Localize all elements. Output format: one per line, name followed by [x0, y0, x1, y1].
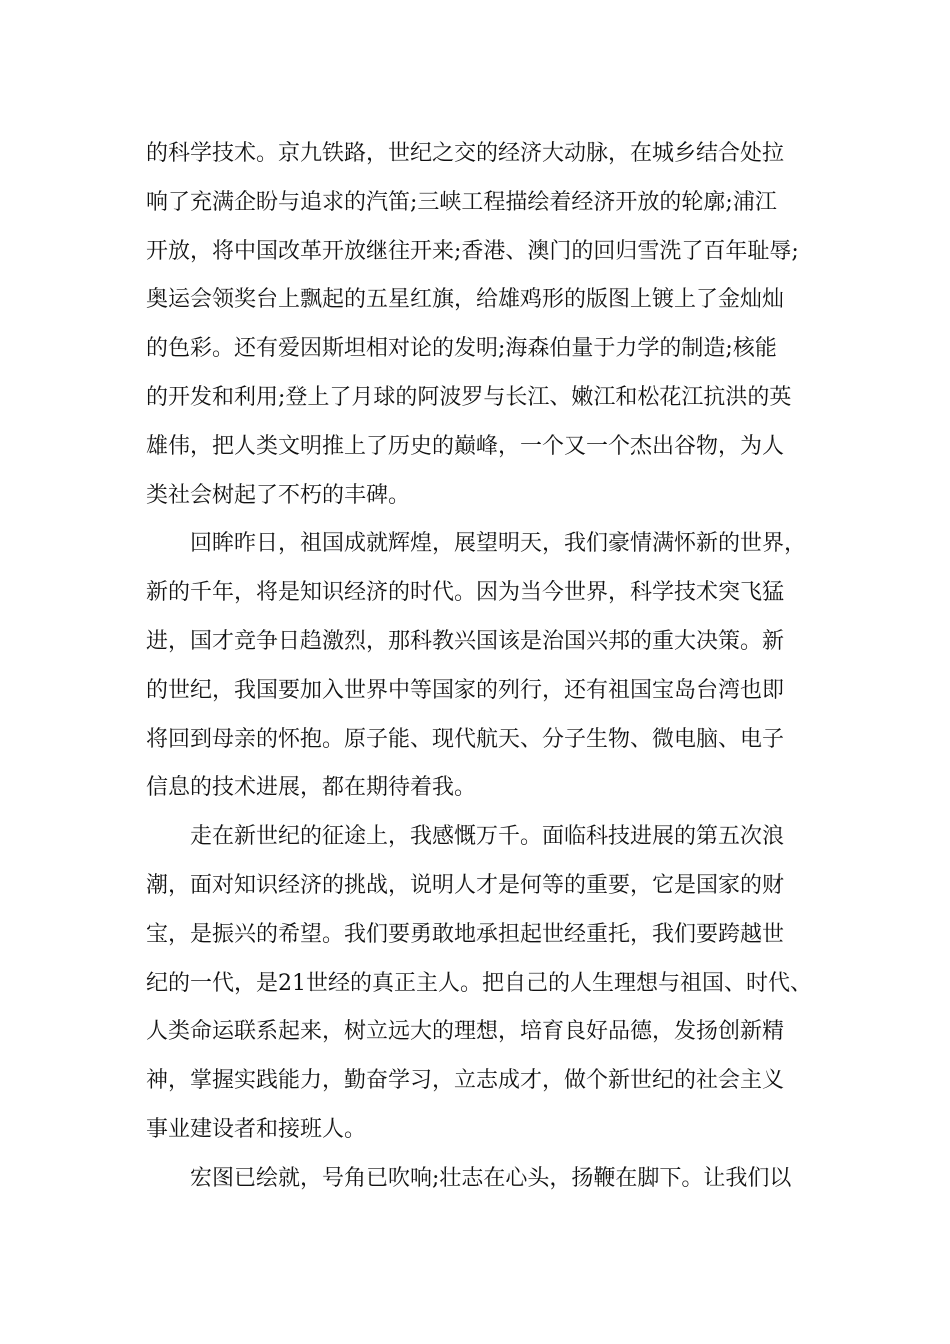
text-line: 新的千年，将是知识经济的时代。因为当今世界，科学技术突飞猛 [146, 580, 785, 606]
text-line: 的世纪，我国要加入世界中等国家的列行，还有祖国宝岛台湾也即 [146, 677, 785, 703]
text-line: 走在新世纪的征途上，我感慨万千。面临科技进展的第五次浪 [146, 824, 785, 850]
text-line: 潮，面对知识经济的挑战，说明人才是何等的重要，它是国家的财 [146, 872, 785, 898]
text-line: 回眸昨日，祖国成就辉煌，展望明天，我们豪情满怀新的世界， [146, 531, 807, 557]
text-line: 人类命运联系起来，树立远大的理想，培育良好品德，发扬创新精 [146, 1019, 785, 1045]
text-line: 信息的技术进展，都在期待着我。 [146, 775, 477, 801]
text-line: 进，国才竞争日趋激烈，那科教兴国该是治国兴邦的重大决策。新 [146, 628, 785, 654]
text-line: 纪的一代，是21世经的真正主人。把自己的人生理想与祖国、时代、 [146, 970, 812, 996]
text-line: 开放，将中国改革开放继往开来;香港、澳门的回归雪洗了百年耻辱; [146, 238, 799, 264]
text-line: 的科学技术。京九铁路，世纪之交的经济大动脉，在城乡结合处拉 [146, 141, 785, 166]
text-line: 类社会树起了不朽的丰碑。 [146, 482, 411, 508]
text-line: 的开发和利用;登上了月球的阿波罗与长江、嫩江和松花江抗洪的英 [146, 384, 792, 410]
text-line: 的色彩。还有爱因斯坦相对论的发明;海森伯量于力学的制造;核能 [146, 336, 777, 362]
body-text [146, 130, 816, 1204]
text-line: 宝，是振兴的希望。我们要勇敢地承担起世经重托，我们要跨越世 [146, 921, 785, 947]
text-line: 响了充满企盼与追求的汽笛;三峡工程描绘着经济开放的轮廓;浦江 [146, 189, 777, 215]
text-line: 神，掌握实践能力，勤奋学习，立志成才，做个新世纪的社会主义 [146, 1068, 785, 1094]
text-line: 将回到母亲的怀抱。原子能、现代航天、分子生物、微电脑、电子 [146, 726, 785, 752]
text-line: 宏图已绘就，号角已吹响;壮志在心头，扬鞭在脚下。让我们以 [146, 1165, 792, 1191]
text-line: 奥运会领奖台上飘起的五星红旗，给雄鸡形的版图上镀上了金灿灿 [146, 287, 785, 313]
text-line: 事业建设者和接班人。 [146, 1116, 367, 1142]
text-line: 雄伟，把人类文明推上了历史的巅峰，一个又一个杰出谷物，为人 [146, 433, 785, 459]
